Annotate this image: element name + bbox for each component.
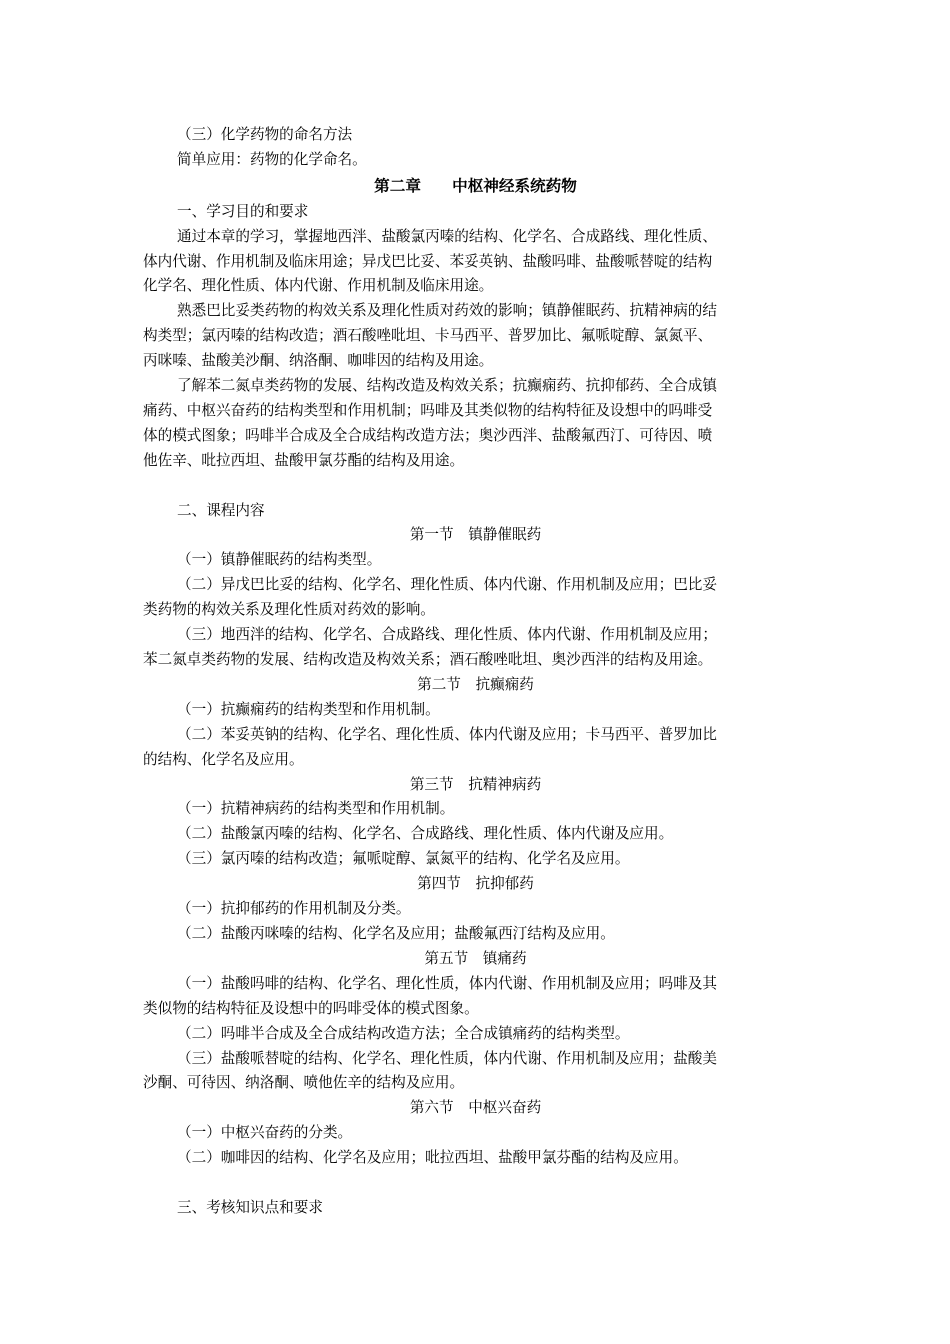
section-item [143, 847, 808, 872]
text-line: （一）抗抑郁药的作用机制及分类。 [177, 900, 411, 918]
text-line: （二）盐酸丙咪嗪的结构、化学名及应用；盐酸氟西汀结构及应用。 [177, 924, 615, 942]
section-item [143, 723, 808, 773]
text-line: （一）盐酸吗啡的结构、化学名、理化性质，体内代谢、作用机制及应用；吗啡及其 [177, 974, 717, 992]
text-line: 化学名、理化性质、体内代谢、作用机制及临床用途。 [143, 277, 494, 295]
section-title: 第二节 抗癫痫药 [417, 675, 534, 693]
text-line: 通过本章的学习，掌握地西泮、盐酸氯丙嗪的结构、化学名、合成路线、理化性质、 [177, 227, 717, 245]
chapter-title: 第二章 中枢神经系统药物 [374, 175, 577, 195]
section-item [143, 897, 808, 922]
text-line: 了解苯二氮卓类药物的发展、结构改造及构效关系；抗癫痫药、抗抑郁药、全合成镇 [177, 377, 717, 395]
blank-line [143, 474, 808, 499]
text-line: （二）异戊巴比妥的结构、化学名、理化性质、体内代谢、作用机制及应用；巴比妥 [177, 576, 717, 594]
section-item [143, 1121, 808, 1146]
text-line: 类似物的结构特征及设想中的吗啡受体的模式图象。 [143, 999, 479, 1017]
section-title: 第四节 抗抑郁药 [417, 875, 534, 893]
text-line: 痛药、中枢兴奋药的结构类型和作用机制；吗啡及其类似物的结构特征及设想中的吗啡受 [143, 401, 713, 419]
course-sections [143, 523, 808, 1171]
document-page [143, 123, 808, 1221]
paragraph-understand [143, 374, 808, 474]
text-line: （一）抗精神病药的结构类型和作用机制。 [177, 800, 455, 818]
text-line: （三）地西泮的结构、化学名、合成路线、理化性质、体内代谢、作用机制及应用； [177, 626, 717, 644]
text-line: 苯二氮卓类药物的发展、结构改造及构效关系；酒石酸唑吡坦、奥沙西泮的结构及用途。 [143, 651, 713, 669]
text-line: （一）中枢兴奋药的分类。 [177, 1124, 353, 1142]
section-item [143, 573, 808, 623]
section-item [143, 972, 808, 1022]
text-line: 熟悉巴比妥类药物的构效关系及理化性质对药效的影响；镇静催眠药、抗精神病的结 [177, 302, 717, 320]
section-title: 第三节 抗精神病药 [409, 775, 542, 793]
text-line: 丙咪嗪、盐酸美沙酮、纳洛酮、咖啡因的结构及用途。 [143, 352, 494, 370]
paragraph-familiar [143, 299, 808, 374]
part1-heading: 一、学习目的和要求 [177, 202, 309, 220]
section-item [143, 1146, 808, 1171]
section-item [143, 1047, 808, 1097]
section-item [143, 797, 808, 822]
section-title: 第五节 镇痛药 [424, 949, 527, 967]
section-title: 第六节 中枢兴奋药 [409, 1099, 542, 1117]
text-line: 沙酮、可待因、纳洛酮、喷他佐辛的结构及应用。 [143, 1074, 465, 1092]
section-item [143, 548, 808, 573]
part3-heading: 三、考核知识点和要求 [177, 1198, 323, 1216]
text-line: 构类型；氯丙嗪的结构改造；酒石酸唑吡坦、卡马西平、普罗加比、氟哌啶醇、氯氮平、 [143, 327, 713, 345]
section-item [143, 623, 808, 673]
text-line: （三）盐酸哌替啶的结构、化学名、理化性质，体内代谢、作用机制及应用；盐酸美 [177, 1049, 717, 1067]
text-line: （二）苯妥英钠的结构、化学名、理化性质、体内代谢及应用；卡马西平、普罗加比 [177, 725, 717, 743]
text-line: 体内代谢、作用机制及临床用途；异戊巴比妥、苯妥英钠、盐酸吗啡、盐酸哌替啶的结构 [143, 252, 713, 270]
section-item [143, 822, 808, 847]
section-item [143, 1022, 808, 1047]
section-item [143, 922, 808, 947]
text-line: 的结构、化学名及应用。 [143, 750, 304, 768]
text-line: 类药物的构效关系及理化性质对药效的影响。 [143, 601, 435, 619]
text-line: （二）盐酸氯丙嗪的结构、化学名、合成路线、理化性质、体内代谢及应用。 [177, 825, 674, 843]
text-line: 体的模式图象；吗啡半合成及全合成结构改造方法；奥沙西泮、盐酸氟西汀、可待因、喷 [143, 426, 713, 444]
blank-line [143, 1171, 808, 1196]
simple-application-line: 简单应用：药物的化学命名。 [177, 150, 367, 168]
text-line: （一）抗癫痫药的结构类型和作用机制。 [177, 700, 440, 718]
text-line: （二）咖啡因的结构、化学名及应用；吡拉西坦、盐酸甲氯芬酯的结构及应用。 [177, 1149, 688, 1167]
section-title: 第一节 镇静催眠药 [409, 526, 542, 544]
text-line: （二）吗啡半合成及全合成结构改造方法；全合成镇痛药的结构类型。 [177, 1024, 630, 1042]
text-line: （一）镇静催眠药的结构类型。 [177, 551, 382, 569]
text-line: （三）氯丙嗪的结构改造；氟哌啶醇、氯氮平的结构、化学名及应用。 [177, 850, 630, 868]
subheading-naming-methods: （三）化学药物的命名方法 [177, 126, 353, 143]
section-item [143, 698, 808, 723]
part2-heading: 二、课程内容 [177, 501, 265, 519]
paragraph-master [143, 225, 808, 300]
text-line: 他佐辛、吡拉西坦、盐酸甲氯芬酯的结构及用途。 [143, 451, 465, 469]
